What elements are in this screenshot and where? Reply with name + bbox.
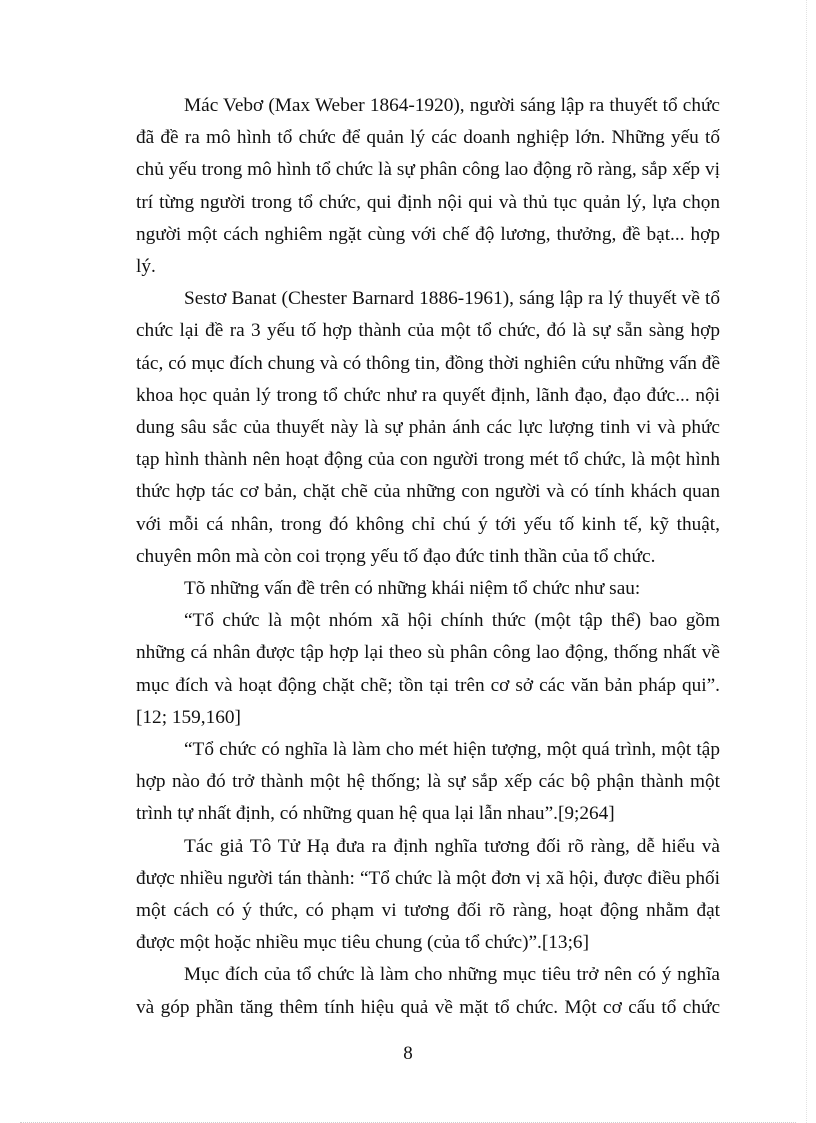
paragraph-chester-barnard: Sestơ Banat (Chester Barnard 1886-1961), sáng lập ra lý thuyết về tổ chức lại đề ra 3 yếu tố hợp thành của một tổ chức, đó là sự sẵn sàng hợp tác, có mục đích chung và có thông tin, đồng thời nghiên cứu những vấn đề khoa học quản lý trong tổ chức như ra quyết định, lãnh đạo, đạo đức... nội dung sâu sắc của thuyết này là sự phản ánh các lực lượng tinh vi và phức tạp hình thành nên hoạt động của con người trong mét tổ chức, là một hình thức hợp tác cơ bản, chặt chẽ của những con người và có tính khách quan với mỗi cá nhân, trong đó không chỉ chú ý tới yếu tố kinh tế, kỹ thuật, chuyên môn mà còn coi trọng yếu tố đạo đức tinh thần của tổ chức. [136,288,720,567]
document-body [136,90,720,1024]
paragraph-definition-1: “Tổ chức là một nhóm xã hội chính thức (một tập thể) bao gồm những cá nhân được tập hợp lại theo sù phân công lao động, thống nhất về mục đích và hoạt động chặt chẽ; tồn tại trên cơ sở các văn bản pháp qui”.[12; 159,160] [136,610,720,728]
paragraph-definition-to-tu-ha: Tác giả Tô Tử Hạ đưa ra định nghĩa tương đối rõ ràng, dễ hiểu và được nhiều người tán thành: “Tổ chức là một đơn vị xã hội, được điều phối một cách có ý thức, có phạm vi tương đối rõ ràng, hoạt động nhằm đạt được một hoặc nhiều mục tiêu chung (của tổ chức)”.[13;6] [136,835,720,954]
paragraph-definition-2: “Tổ chức có nghĩa là làm cho mét hiện tượng, một quá trình, một tập hợp nào đó trở thành một hệ thống; là sự sắp xếp các bộ phận thành một trình tự nhất định, có những quan hệ qua lại lẫn nhau”.[9;264] [136,739,720,825]
page-right-divider [806,0,807,1123]
page-number: 8 [403,1043,413,1064]
paragraph-max-weber: Mác Vebơ (Max Weber 1864-1920), người sáng lập ra thuyết tổ chức đã đề ra mô hình tổ chức để quản lý các doanh nghiệp lớn. Những yếu tố chủ yếu trong mô hình tổ chức là sự phân công lao động rõ ràng, sắp xếp vị trí từng người trong tổ chức, qui định nội qui và thủ tục quản lý, lựa chọn người một cách nghiêm ngặt cùng với chế độ lương, thưởng, đề bạt... hợp lý. [136,95,720,278]
paragraph-intro-concepts: Tõ những vấn đề trên có những khái niệm tổ chức như sau: [184,578,641,600]
paragraph-purpose: Mục đích của tổ chức là làm cho những mục tiêu trở nên có ý nghĩa và góp phần tăng thêm tính hiệu quả về mặt tổ chức. Một cơ cấu tổ chức [136,964,720,1018]
